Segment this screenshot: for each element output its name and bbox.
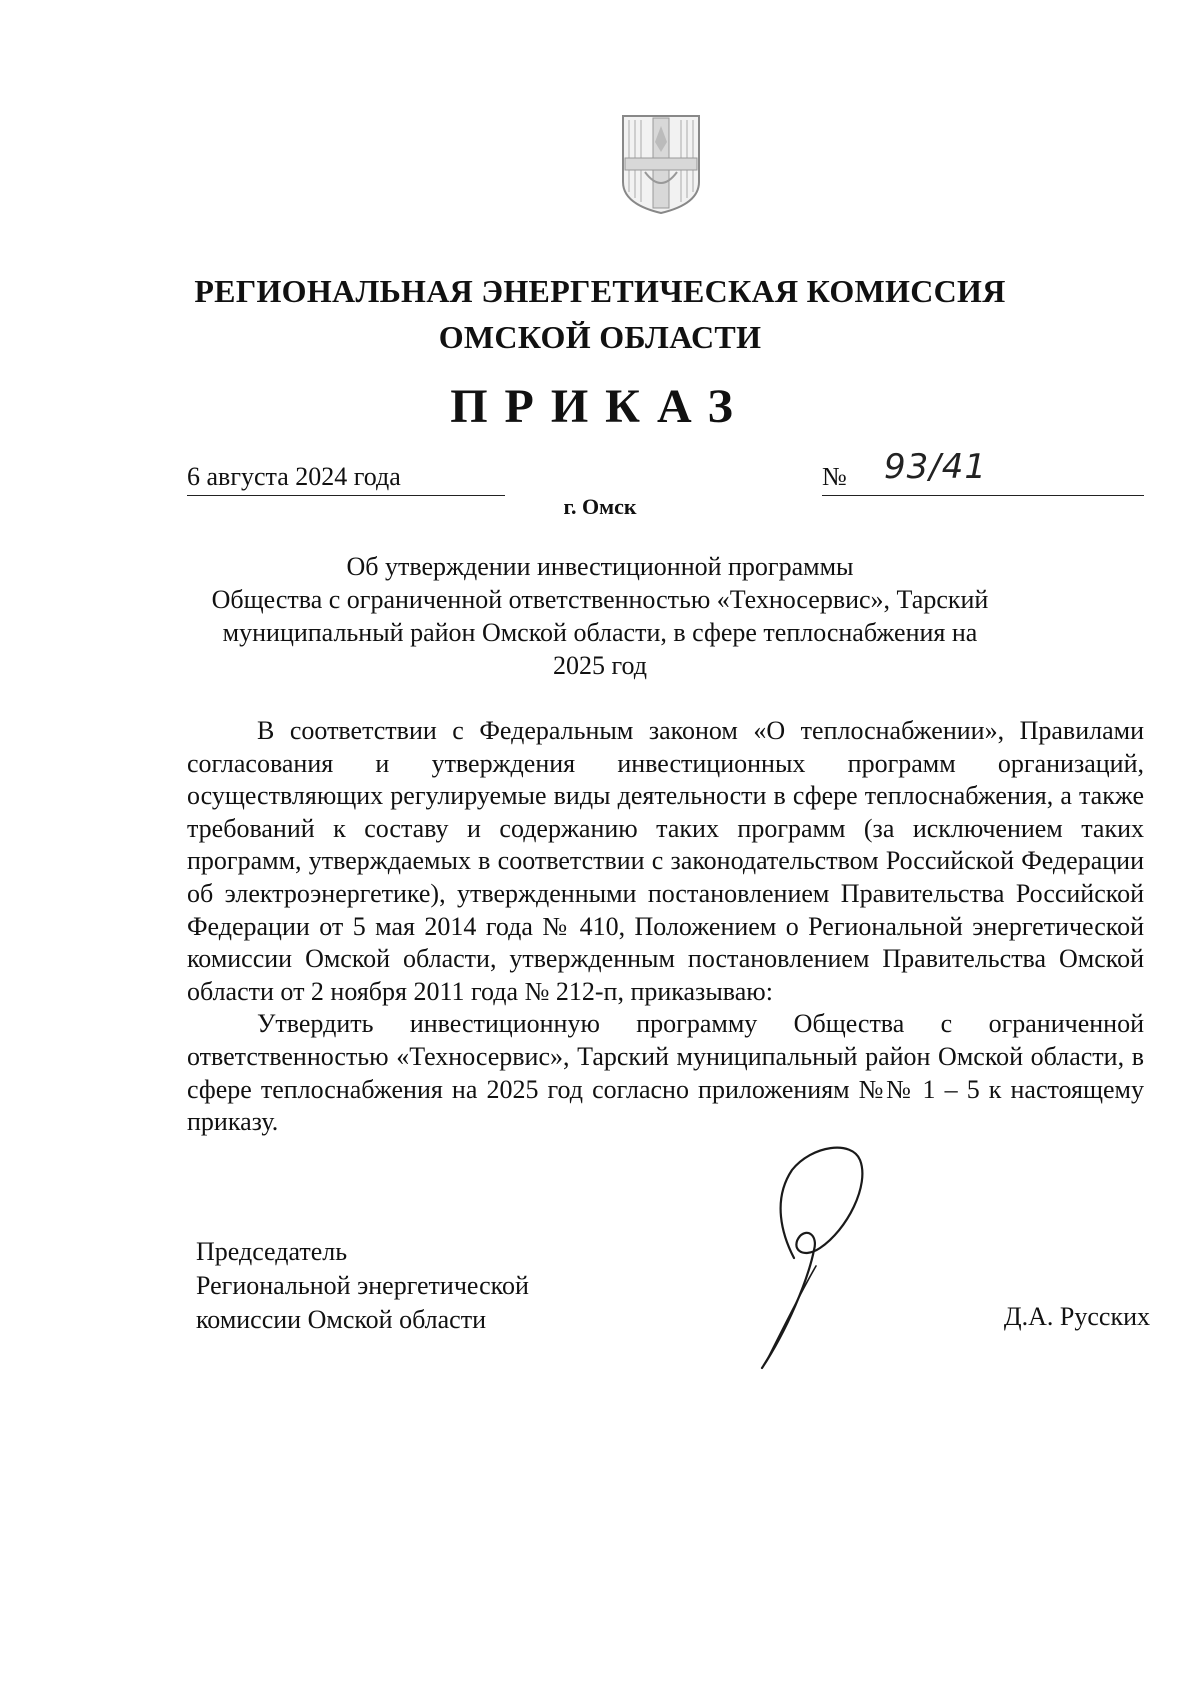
signer-position-line2: Региональной энергетической <box>196 1271 529 1300</box>
omsk-region-coat-of-arms-icon <box>617 112 705 216</box>
body-paragraph-decision: Утвердить инвестиционную программу Общества с ограниченной ответственностью «Техносервис», Тарский муниципальный район Омской области, в сфере теплоснабжения на 2025 год согласно приложениям №№ 1 – 5 к настоящему приказу. <box>187 1009 1144 1137</box>
signer-position <box>196 1235 616 1337</box>
order-subject-line4: 2025 год <box>553 651 647 680</box>
body-paragraph-basis: В соответствии с Федеральным законом «О теплоснабжении», Правилами согласования и утверждения инвестиционных программ организаций, осуществляющих регулируемые виды деятельности в сфере теплоснабжения, а также требований к составу и содержанию таких программ (за исключением таких программ, утверждаемых в соответствии с законодательством Российской Федерации об электроэнергетике), утвержденными постановлением Правительства Российской Федерации от 5 мая 2014 года № 410, Положением о Региональной энергетической комиссии Омской области, утвержденным постановлением Правительства Омской области от 2 ноября 2011 года № 212-п, приказываю: <box>187 716 1144 1006</box>
order-number-field <box>822 447 1144 496</box>
handwritten-signature-icon <box>742 1140 892 1375</box>
order-number-value: 93/41 <box>884 447 987 487</box>
order-subject-line3: муниципальный район Омской области, в сфере теплоснабжения на <box>222 618 978 647</box>
document-type-heading: ПРИКАЗ <box>450 380 750 433</box>
signer-name: Д.А. Русских <box>1003 1302 1150 1331</box>
order-body <box>187 715 1144 1139</box>
order-subject <box>200 550 1000 682</box>
order-subject-line2: Общества с ограниченной ответственностью «Техносервис», Тарский <box>211 585 989 614</box>
order-number-label: № <box>822 462 847 491</box>
order-date: 6 августа 2024 года <box>187 459 505 496</box>
organization-title <box>180 268 1020 360</box>
organization-title-line2: ОМСКОЙ ОБЛАСТИ <box>438 319 762 355</box>
order-subject-line1: Об утверждении инвестиционной программы <box>346 552 854 581</box>
signer-position-line3: комиссии Омской области <box>196 1305 486 1334</box>
order-city: г. Омск <box>563 494 637 519</box>
signer-position-line1: Председатель <box>196 1237 348 1266</box>
organization-title-line1: РЕГИОНАЛЬНАЯ ЭНЕРГЕТИЧЕСКАЯ КОМИССИЯ <box>194 273 1006 309</box>
